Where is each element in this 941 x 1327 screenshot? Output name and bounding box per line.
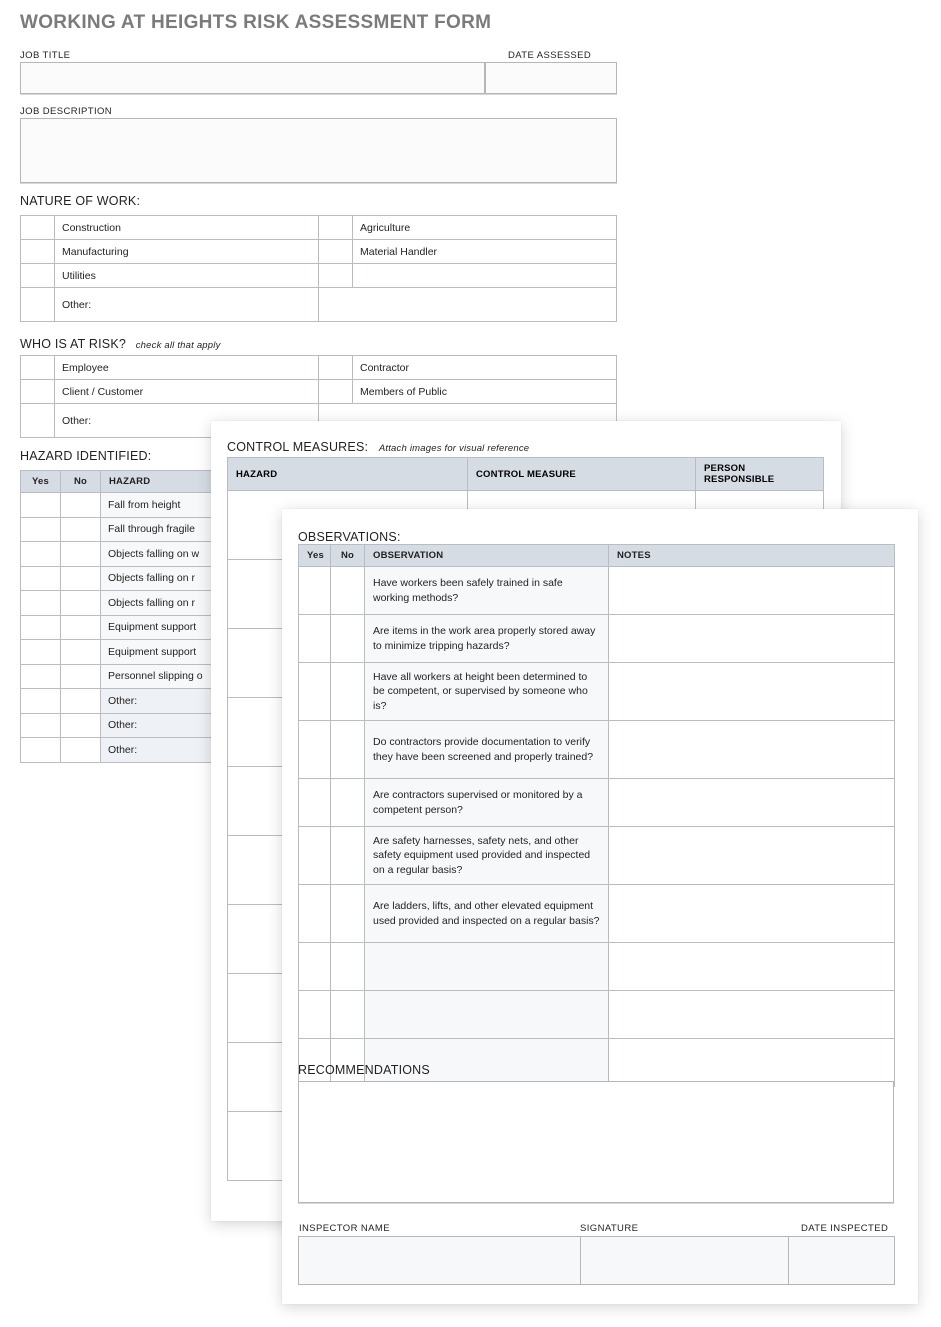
- job-title-label: JOB TITLE: [20, 50, 71, 61]
- observations-heading: OBSERVATIONS:: [298, 530, 401, 544]
- table-header-row: [299, 545, 895, 567]
- hazard-label-4: Objects falling on r: [101, 591, 440, 616]
- hazard-col-no: No: [61, 471, 101, 493]
- obs-text-7[interactable]: [365, 943, 609, 991]
- table-row: [299, 721, 895, 779]
- hazard-no-2[interactable]: [61, 542, 101, 567]
- risk-checkbox-members-of-public[interactable]: [319, 380, 353, 404]
- obs-no-7[interactable]: [331, 943, 365, 991]
- hazard-yes-2[interactable]: [21, 542, 61, 567]
- risk-label-contractor: Contractor: [353, 356, 617, 380]
- hazard-col-hazard: HAZARD: [101, 471, 440, 493]
- date-inspected-input[interactable]: [789, 1237, 895, 1285]
- job-title-input[interactable]: [20, 62, 485, 94]
- hazard-no-3[interactable]: [61, 566, 101, 591]
- nature-checkbox-manufacturing[interactable]: [21, 240, 55, 264]
- nature-other-input[interactable]: [319, 288, 617, 322]
- observations-table: [298, 544, 895, 1087]
- who-is-at-risk-hint: check all that apply: [135, 340, 221, 351]
- obs-text-8[interactable]: [365, 991, 609, 1039]
- table-row: [21, 380, 617, 404]
- nature-label-construction: Construction: [55, 216, 319, 240]
- cm-col-hazard: HAZARD: [228, 458, 468, 491]
- nature-label-blank: [353, 264, 617, 288]
- cm-col-control-measure: CONTROL MEASURE: [468, 458, 696, 491]
- table-row: [299, 663, 895, 721]
- nature-of-work-table: [20, 215, 617, 322]
- control-measures-hint: Attach images for visual reference: [378, 443, 530, 454]
- hazard-no-other-2[interactable]: [61, 738, 101, 763]
- obs-yes-6[interactable]: [299, 885, 331, 943]
- obs-text-2: Have all workers at height been determined to be competent, or supervised by someone who is?: [365, 663, 609, 721]
- control-measures-heading: [227, 440, 529, 454]
- cm-col-person-responsible: PERSON RESPONSIBLE: [696, 458, 824, 491]
- hazard-no-5[interactable]: [61, 615, 101, 640]
- risk-label-client-customer: Client / Customer: [55, 380, 319, 404]
- nature-checkbox-construction[interactable]: [21, 216, 55, 240]
- hazard-other-label-2: Other:: [101, 738, 271, 763]
- nature-checkbox-utilities[interactable]: [21, 264, 55, 288]
- hazard-col-yes: Yes: [21, 471, 61, 493]
- obs-no-2[interactable]: [331, 663, 365, 721]
- hazard-other-label-1: Other:: [101, 713, 271, 738]
- hazard-yes-1[interactable]: [21, 517, 61, 542]
- risk-label-employee: Employee: [55, 356, 319, 380]
- table-row: [299, 885, 895, 943]
- obs-text-1: Are items in the work area properly stored away to minimize tripping hazards?: [365, 615, 609, 663]
- nature-label-agriculture: Agriculture: [353, 216, 617, 240]
- inspector-name-label: INSPECTOR NAME: [299, 1223, 390, 1234]
- hazard-yes-5[interactable]: [21, 615, 61, 640]
- hazard-yes-other-1[interactable]: [21, 713, 61, 738]
- obs-notes-2[interactable]: [609, 663, 895, 721]
- table-row: [299, 991, 895, 1039]
- obs-yes-0[interactable]: [299, 567, 331, 615]
- obs-col-observation: OBSERVATION: [365, 545, 609, 567]
- recommendations-input[interactable]: [298, 1081, 894, 1203]
- hazard-no-4[interactable]: [61, 591, 101, 616]
- obs-text-3: Do contractors provide documentation to verify they have been screened and properly trained?: [365, 721, 609, 779]
- hazard-label-1: Fall through fragile: [101, 517, 440, 542]
- hazard-label-5: Equipment support: [101, 615, 440, 640]
- obs-notes-9[interactable]: [609, 1039, 895, 1087]
- nature-label-utilities: Utilities: [55, 264, 319, 288]
- obs-text-0: Have workers been safely trained in safe working methods?: [365, 567, 609, 615]
- hazard-no-other-0[interactable]: [61, 689, 101, 714]
- observations-panel[interactable]: [282, 509, 918, 1304]
- table-row: [21, 264, 617, 288]
- date-assessed-input[interactable]: [485, 62, 617, 94]
- hazard-no-6[interactable]: [61, 640, 101, 665]
- hazard-no-7[interactable]: [61, 664, 101, 689]
- obs-no-6[interactable]: [331, 885, 365, 943]
- nature-checkbox-agriculture[interactable]: [319, 216, 353, 240]
- obs-yes-4[interactable]: [299, 779, 331, 827]
- obs-notes-5[interactable]: [609, 827, 895, 885]
- obs-yes-1[interactable]: [299, 615, 331, 663]
- obs-notes-0[interactable]: [609, 567, 895, 615]
- hazard-label-6: Equipment support: [101, 640, 440, 665]
- hazard-yes-4[interactable]: [21, 591, 61, 616]
- obs-col-no: No: [331, 545, 365, 567]
- signature-input[interactable]: [581, 1237, 789, 1285]
- hazard-yes-0[interactable]: [21, 493, 61, 518]
- hazard-yes-other-2[interactable]: [21, 738, 61, 763]
- obs-no-4[interactable]: [331, 779, 365, 827]
- table-row: [299, 827, 895, 885]
- hazard-no-1[interactable]: [61, 517, 101, 542]
- hazard-label-0: Fall from height: [101, 493, 440, 518]
- obs-notes-4[interactable]: [609, 779, 895, 827]
- job-description-label: JOB DESCRIPTION: [20, 106, 113, 117]
- risk-checkbox-client-customer[interactable]: [21, 380, 55, 404]
- control-measures-label: CONTROL MEASURES:: [227, 440, 369, 454]
- risk-other-label: Other:: [55, 404, 319, 438]
- table-row: [299, 615, 895, 663]
- date-assessed-label: DATE ASSESSED: [508, 50, 592, 61]
- observations-body: [299, 567, 895, 1087]
- hazard-yes-other-0[interactable]: [21, 689, 61, 714]
- obs-notes-1[interactable]: [609, 615, 895, 663]
- risk-label-members-of-public: Members of Public: [353, 380, 617, 404]
- job-description-input[interactable]: [20, 118, 617, 183]
- hazard-other-label-0: Other:: [101, 689, 271, 714]
- obs-text-5: Are safety harnesses, safety nets, and other safety equipment used provided and inspected on a regular basis?: [365, 827, 609, 885]
- recommendations-heading: RECOMMENDATIONS: [298, 1063, 430, 1077]
- hazard-yes-6[interactable]: [21, 640, 61, 665]
- table-row: [21, 240, 617, 264]
- obs-notes-8[interactable]: [609, 991, 895, 1039]
- obs-col-notes: NOTES: [609, 545, 895, 567]
- hazard-yes-3[interactable]: [21, 566, 61, 591]
- table-row: [299, 1237, 895, 1285]
- obs-yes-8[interactable]: [299, 991, 331, 1039]
- obs-yes-5[interactable]: [299, 827, 331, 885]
- signature-label: SIGNATURE: [580, 1223, 639, 1234]
- table-row: [21, 288, 617, 322]
- obs-col-yes: Yes: [299, 545, 331, 567]
- obs-notes-7[interactable]: [609, 943, 895, 991]
- nature-checkbox-blank[interactable]: [319, 264, 353, 288]
- who-is-at-risk-label: WHO IS AT RISK?: [20, 337, 127, 351]
- obs-yes-7[interactable]: [299, 943, 331, 991]
- table-row: [299, 943, 895, 991]
- obs-notes-3[interactable]: [609, 721, 895, 779]
- table-row: [299, 567, 895, 615]
- obs-notes-6[interactable]: [609, 885, 895, 943]
- nature-other-label: Other:: [55, 288, 319, 322]
- obs-yes-2[interactable]: [299, 663, 331, 721]
- page-title: WORKING AT HEIGHTS RISK ASSESSMENT FORM: [20, 12, 492, 33]
- table-row: [299, 779, 895, 827]
- hazard-no-other-1[interactable]: [61, 713, 101, 738]
- table-row: [21, 356, 617, 380]
- nature-label-manufacturing: Manufacturing: [55, 240, 319, 264]
- table-row: [21, 216, 617, 240]
- hazard-yes-7[interactable]: [21, 664, 61, 689]
- obs-no-5[interactable]: [331, 827, 365, 885]
- risk-checkbox-employee[interactable]: [21, 356, 55, 380]
- table-header-row: [228, 458, 824, 491]
- hazard-label-3: Objects falling on r: [101, 566, 440, 591]
- obs-no-8[interactable]: [331, 991, 365, 1039]
- nature-of-work-heading: NATURE OF WORK:: [20, 194, 141, 208]
- obs-text-4: Are contractors supervised or monitored by a competent person?: [365, 779, 609, 827]
- signoff-table: [298, 1236, 895, 1285]
- obs-no-1[interactable]: [331, 615, 365, 663]
- obs-no-0[interactable]: [331, 567, 365, 615]
- nature-checkbox-other[interactable]: [21, 288, 55, 322]
- inspector-name-input[interactable]: [299, 1237, 581, 1285]
- nature-checkbox-material-handler[interactable]: [319, 240, 353, 264]
- risk-checkbox-contractor[interactable]: [319, 356, 353, 380]
- obs-text-6: Are ladders, lifts, and other elevated equipment used provided and inspected on a regular basis?: [365, 885, 609, 943]
- nature-label-material-handler: Material Handler: [353, 240, 617, 264]
- obs-no-3[interactable]: [331, 721, 365, 779]
- date-inspected-label: DATE INSPECTED: [801, 1223, 889, 1234]
- hazard-label-7: Personnel slipping o: [101, 664, 440, 689]
- obs-yes-3[interactable]: [299, 721, 331, 779]
- who-is-at-risk-heading: [20, 337, 221, 351]
- hazard-no-0[interactable]: [61, 493, 101, 518]
- risk-checkbox-other[interactable]: [21, 404, 55, 438]
- hazard-identified-heading: HAZARD IDENTIFIED:: [20, 449, 152, 463]
- hazard-label-2: Objects falling on w: [101, 542, 440, 567]
